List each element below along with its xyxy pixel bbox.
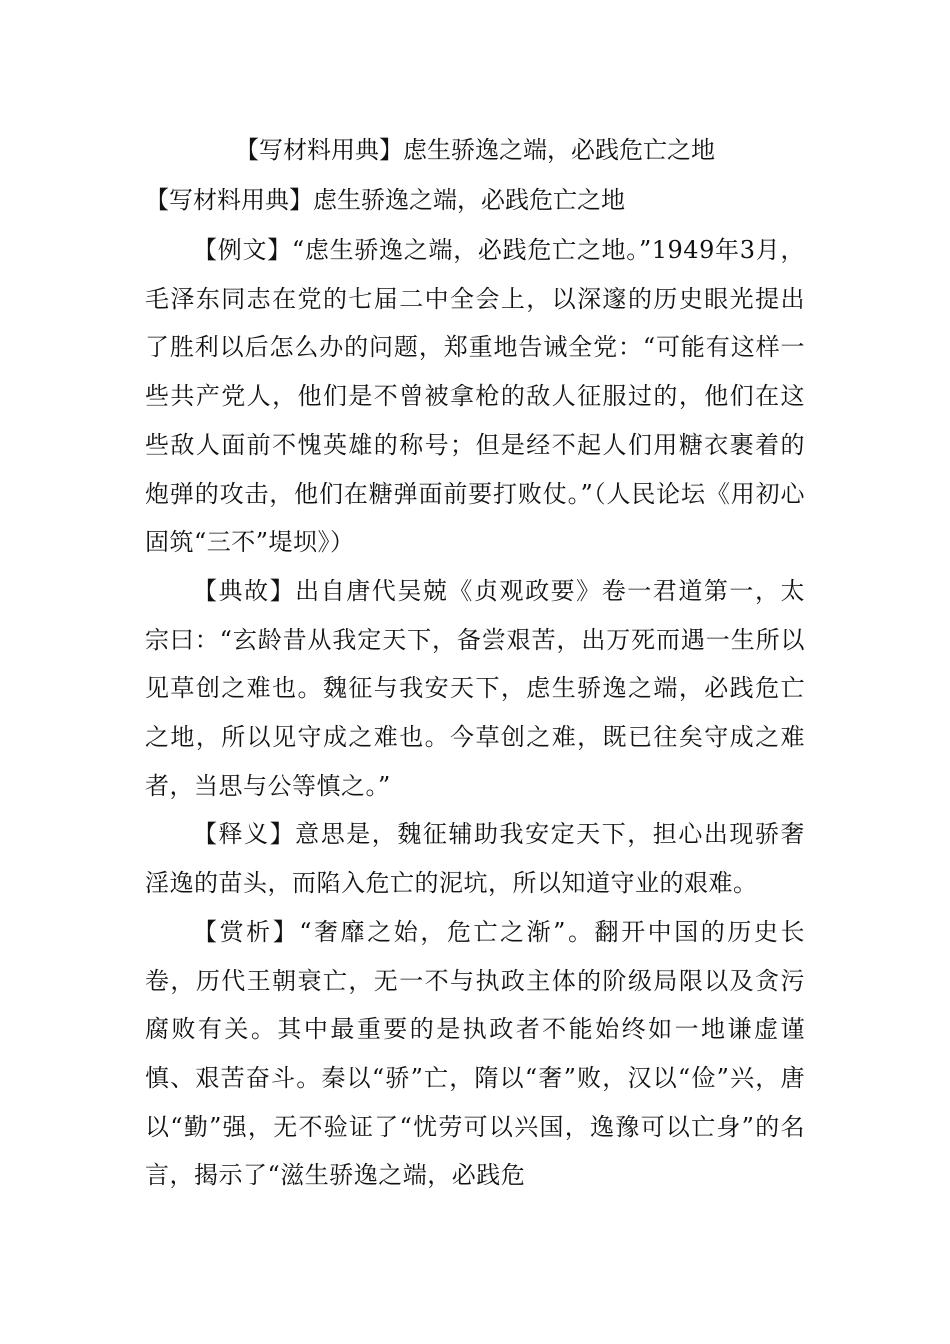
document-subtitle: 【写材料用典】虑生骄逸之端，必践危亡之地 [145, 186, 625, 214]
document-body [145, 226, 805, 1200]
paragraph-allusion: 【典故】出自唐代吴兢《贞观政要》卷一君道第一，太宗曰：“玄龄昔从我定天下，备尝艰苦，出万死而遇一生所以见草创之难也。魏征与我安天下，虑生骄逸之端，必践危亡之地，所以见守成之难也。今草创之难，既已往矣守成之难者，当思与公等慎之。” [145, 576, 805, 800]
paragraph-example: 【例文】“虑生骄逸之端，必践危亡之地。”1949年3月，毛泽东同志在党的七届二中全会上，以深邃的历史眼光提出了胜利以后怎么办的问题，郑重地告诫全党：“可能有这样一些共产党人，他们是不曾被拿枪的敌人征服过的，他们在这些敌人面前不愧英雄的称号；但是经不起人们用糖衣裹着的炮弹的攻击，他们在糖弹面前要打败仗。”（人民论坛《用初心固筑“三不”堤坝》） [145, 236, 805, 557]
paragraph-meaning: 【释义】意思是，魏征辅助我安定天下，担心出现骄奢淫逸的苗头，而陷入危亡的泥坑，所以知道守业的艰难。 [145, 820, 805, 898]
document-title: 【写材料用典】虑生骄逸之端，必践危亡之地 [235, 136, 715, 164]
paragraph-appreciation: 【赏析】“奢靡之始，危亡之渐”。翻开中国的历史长卷，历代王朝衰亡，无一不与执政主体的阶级局限以及贪污腐败有关。其中最重要的是执政者不能始终如一地谦虚谨慎、艰苦奋斗。秦以“骄”亡，隋以“奢”败，汉以“俭”兴，唐以“勤”强，无不验证了“忧劳可以兴国，逸豫可以亡身”的名言，揭示了“滋生骄逸之端，必践危 [145, 917, 805, 1190]
